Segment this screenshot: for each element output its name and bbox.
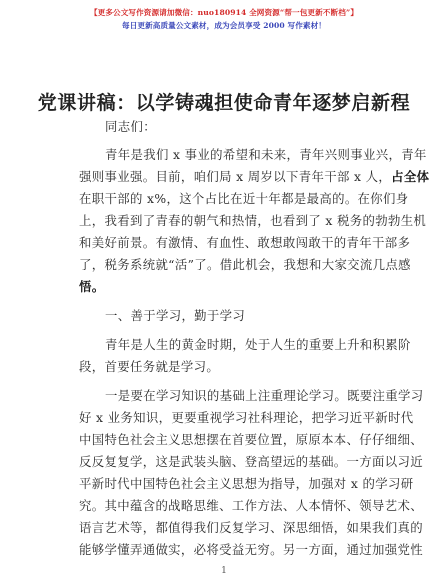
paragraph-3-line: 一是要在学习知识的基础上注重理论学习。既要注重学习 <box>105 388 424 403</box>
paragraph-2-line: 段，首要任务就是学习。 <box>79 359 220 374</box>
paragraph-1-line: 了，税务系统就“活”了。借此机会，我想和大家交流几点感 <box>79 257 411 272</box>
paragraph-3-line: 好 x 业务知识，更要重视学习社科理论，把学习近平新时代 <box>79 410 414 425</box>
paragraph-1-line: 和美好前景。有激情、有血性、敢想敢闯敢干的青年干部多 <box>79 235 411 250</box>
paragraph-3-line: 究。其中蕴含的战略思维、工作方法、人本情怀、领导艺术、 <box>79 498 423 513</box>
document-title: 党课讲稿：以学铸魂担使命青年逐梦启新程 <box>37 92 411 114</box>
paragraph-3-line: 反反复复学，这是武装头脑、登高望远的基础。一方面以习近 <box>79 454 423 469</box>
paragraph-3-line: 语言艺术等，都值得我们反复学习、深思细悟，如果我们真的 <box>79 520 423 535</box>
paragraph-1-line: 在职干部的 x%，这个占比在近十年都是最高的。在你们身 <box>79 191 409 206</box>
paragraph-1-line: 强则事业强。目前，咱们局 x 周岁以下青年干部 x 人，占全体 <box>79 169 430 184</box>
section-heading: 一、善于学习，勤于学习 <box>105 308 246 323</box>
paragraph-3-line: 能够学懂弄通做实，必将受益无穷。另一方面，通过加强党性 <box>79 542 423 557</box>
salutation: 同志们： <box>105 119 156 134</box>
page-number: 1 <box>221 566 227 576</box>
promo-banner-line-1: 【更多公文写作资源请加微信：nuo180914 全网资源“帮一包更新不断档”】 <box>89 8 359 17</box>
paragraph-3-line: 平新时代中国特色社会主义思想为指导，加强对 x 的学习研 <box>79 476 414 491</box>
paragraph-1-line: 上，我看到了青春的朝气和热情，也看到了 x 税务的勃勃生机 <box>79 213 427 228</box>
paragraph-2-line: 青年是人生的黄金时期，处于人生的重要上升和积累阶 <box>105 337 411 352</box>
paragraph-1-line: 青年是我们 x 事业的希望和未来，青年兴则事业兴，青年 <box>105 147 427 162</box>
paragraph-1-line: 悟。 <box>79 279 105 294</box>
bold-phrase: 占全体 <box>391 169 430 184</box>
promo-banner-line-2: 每日更新高质量公文素材，成为会员享受 2000 写作素材！ <box>122 21 326 30</box>
paragraph-3-line: 中国特色社会主义思想摆在首要位置，原原本本、仔仔细细、 <box>79 432 423 447</box>
